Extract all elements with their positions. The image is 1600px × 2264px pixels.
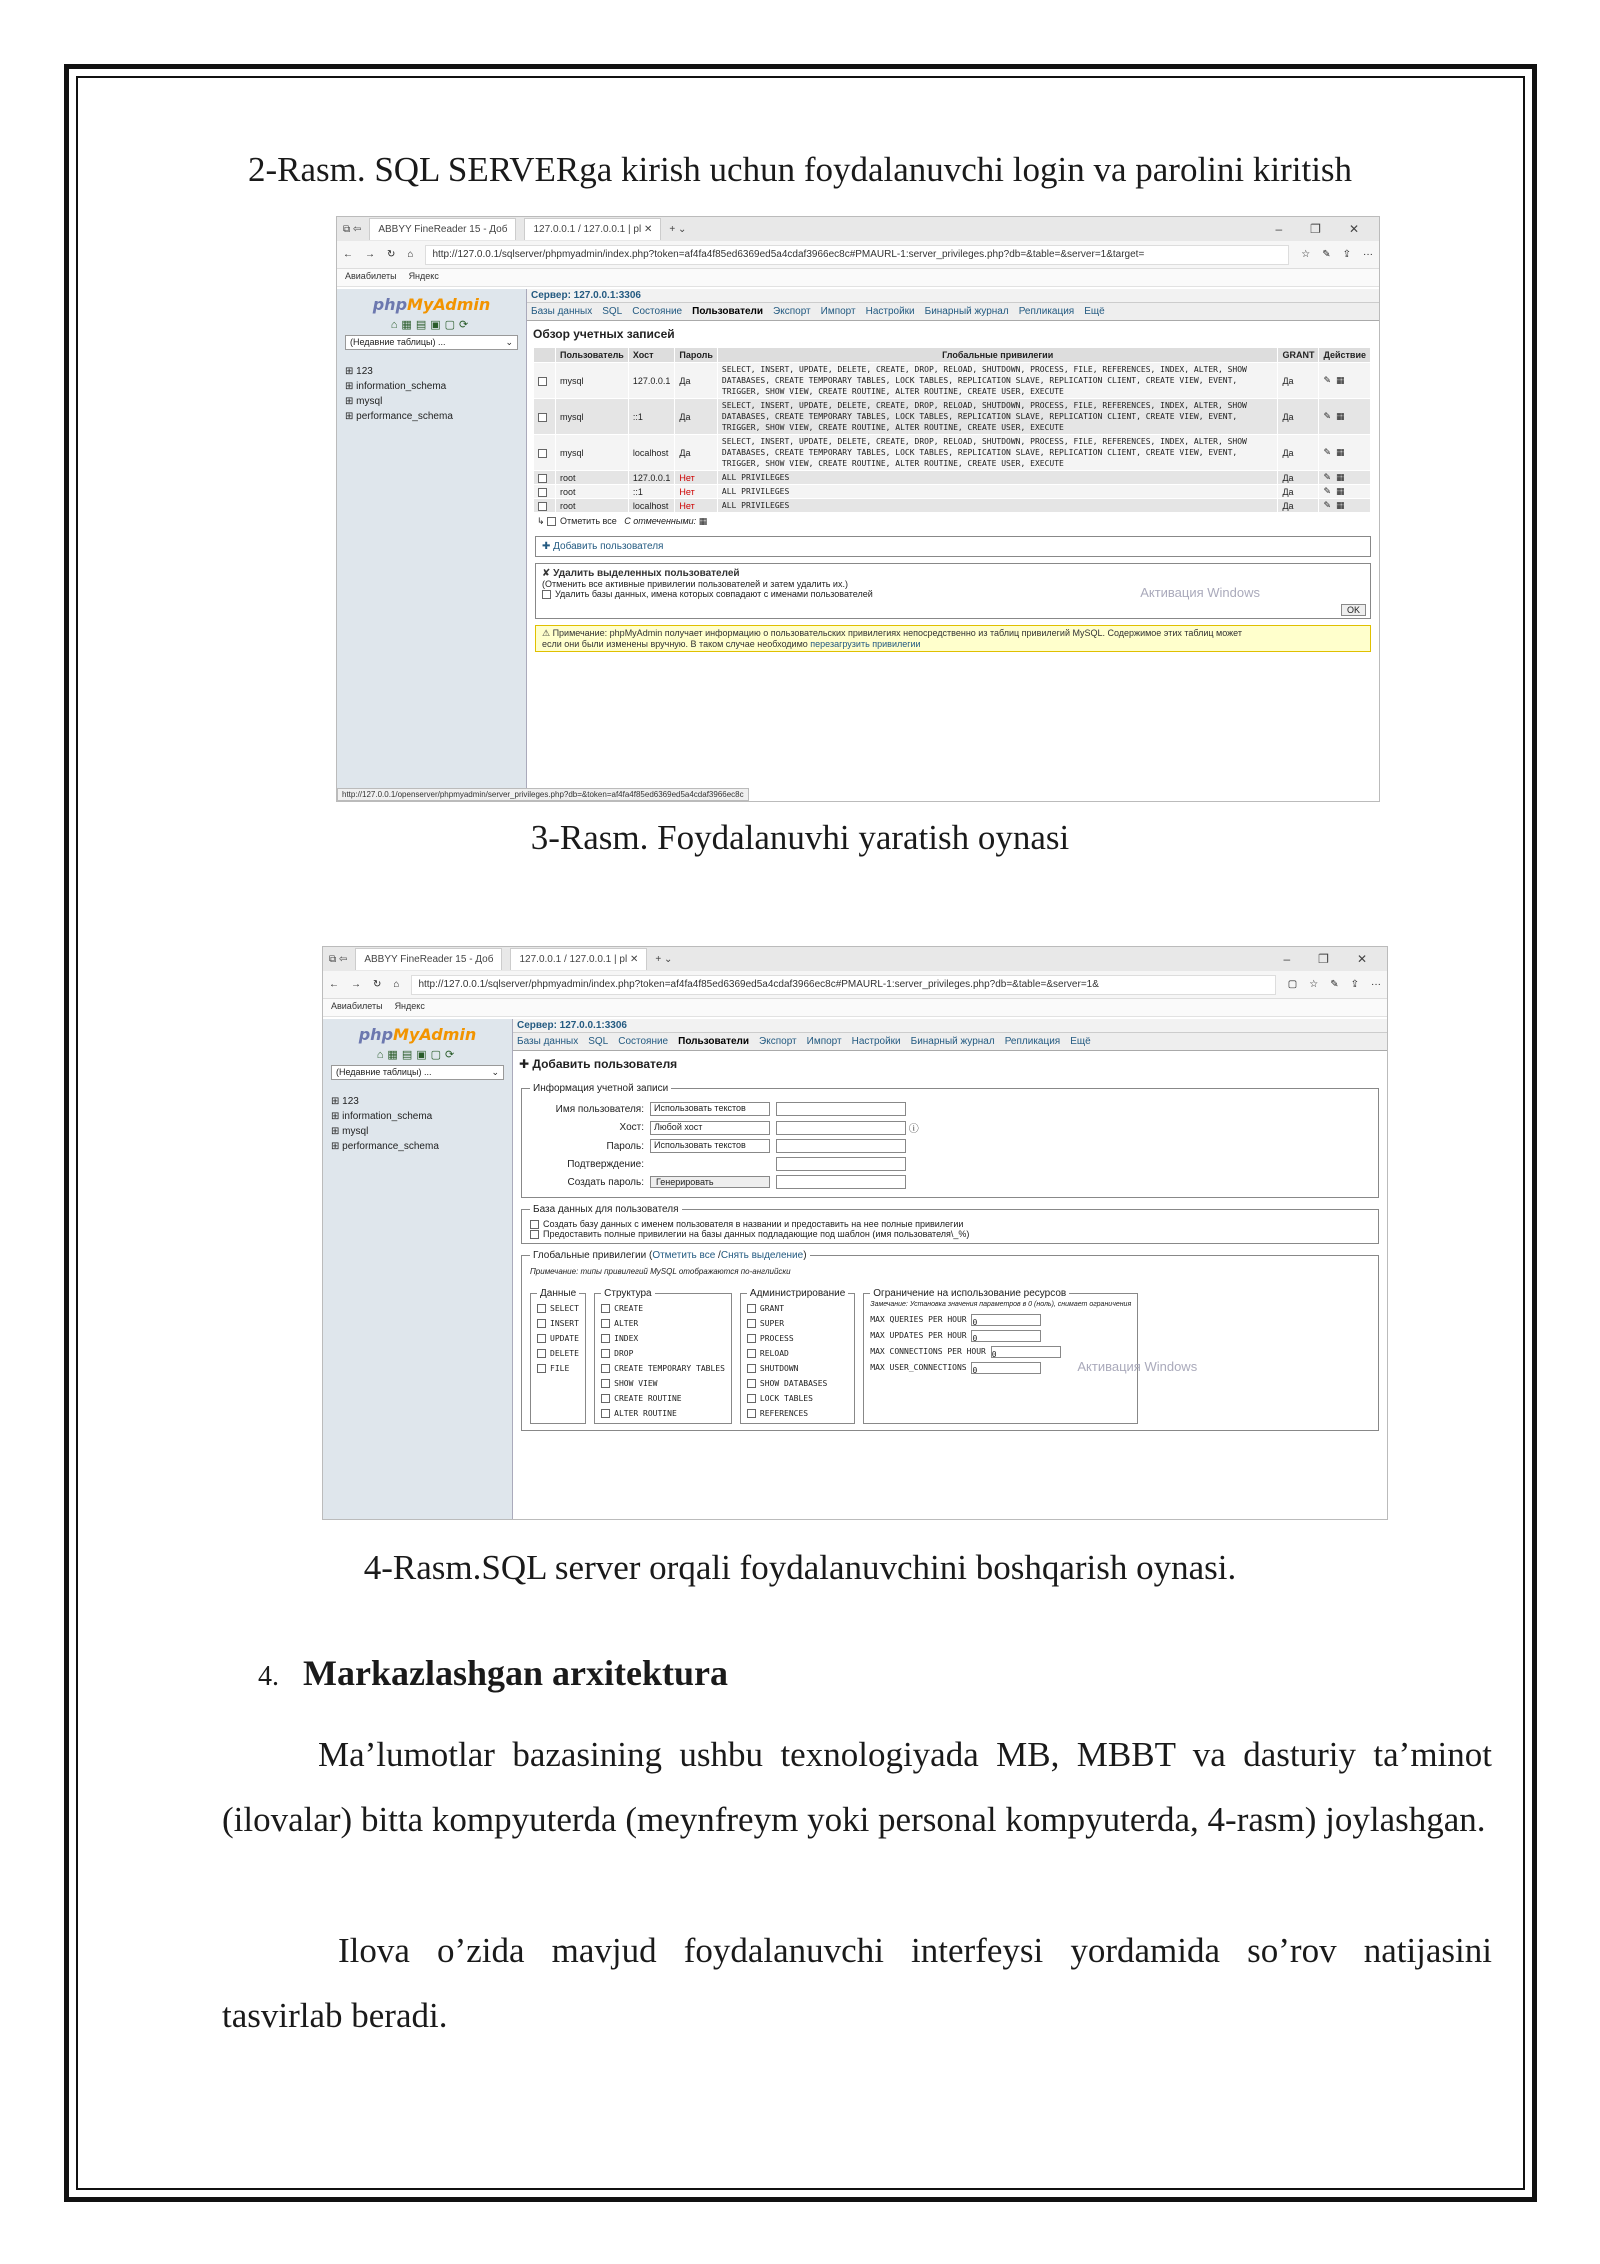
- delete-icon[interactable]: ▦: [698, 516, 708, 526]
- cell-actions: [1319, 471, 1371, 485]
- screenshot-user-accounts: [336, 216, 1380, 802]
- url-field[interactable]: http://127.0.0.1/sqlserver/phpmyadmin/index.php?token=af4fa4f85ed6369ed5a4cdaf3966ec8c#PMAURL-1:server_privileges.php?db=&table=&server=1&: [411, 975, 1275, 995]
- limit-input[interactable]: 0: [971, 1330, 1041, 1342]
- bookmarks-bar: [337, 269, 1379, 287]
- tabs-icon[interactable]: ⧉ ⇦: [343, 223, 362, 235]
- cell-password: Да: [675, 435, 718, 471]
- menu-export[interactable]: Экспорт: [773, 306, 811, 317]
- limit-input[interactable]: 0: [971, 1314, 1041, 1326]
- cell-grant: Да: [1278, 363, 1319, 399]
- limits-note: Замечание: Установка значения параметров в 0 (ноль), снимает ограничения: [870, 1301, 1132, 1309]
- cell-host: 127.0.0.1: [628, 363, 675, 399]
- tab-abbyy[interactable]: ABBYY FineReader 15 - Доб: [369, 218, 516, 240]
- cell-password: Да: [675, 363, 718, 399]
- username-select[interactable]: Использовать текстов: [650, 1102, 770, 1116]
- privilege-checkbox[interactable]: CREATE TEMPORARY TABLES: [601, 1361, 725, 1376]
- cell-grant: Да: [1278, 499, 1319, 513]
- cell-actions: [1319, 435, 1371, 471]
- export-icon[interactable]: ▦: [1336, 472, 1345, 482]
- menu-settings[interactable]: Настройки: [851, 1036, 901, 1047]
- pen-icon[interactable]: ✎: [1330, 979, 1339, 990]
- check-all-checkbox[interactable]: [547, 517, 556, 526]
- cell-grant: Да: [1278, 435, 1319, 471]
- pma-navigation: [323, 1019, 513, 1519]
- col-password: Пароль: [675, 348, 718, 363]
- limit-input[interactable]: 0: [971, 1362, 1041, 1374]
- export-icon[interactable]: ▦: [1336, 411, 1345, 421]
- menu-replication[interactable]: Репликация: [1018, 306, 1075, 317]
- favorites-icon[interactable]: ☆: [1309, 979, 1319, 990]
- host-input[interactable]: [776, 1121, 906, 1135]
- confirm-row: Подтверждение:: [530, 1157, 1370, 1171]
- db-item[interactable]: ⊞ performance_schema: [345, 411, 453, 422]
- col-checkbox: [534, 348, 556, 363]
- chevron-down-icon: ⌄: [491, 1067, 499, 1077]
- section-title: Markazlashgan arxitektura: [303, 1653, 728, 1693]
- cell-host: 127.0.0.1: [628, 471, 675, 485]
- privilege-checkbox[interactable]: SHOW DATABASES: [747, 1376, 848, 1391]
- menu-users[interactable]: Пользователи: [678, 1036, 750, 1047]
- tab-abbyy[interactable]: ABBYY FineReader 15 - Доб: [355, 948, 502, 970]
- menu-databases[interactable]: Базы данных: [531, 306, 593, 317]
- privilege-checkbox[interactable]: SUPER: [747, 1316, 848, 1331]
- limit-row: MAX CONNECTIONS PER HOUR 0: [870, 1344, 1131, 1360]
- global-privileges-fieldset: [521, 1250, 1379, 1431]
- cell-user: root: [556, 485, 629, 499]
- export-icon[interactable]: ▦: [1336, 500, 1345, 510]
- username-row: Имя пользователя: Использовать текстов: [530, 1102, 1370, 1116]
- menu-status[interactable]: Состояние: [632, 306, 683, 317]
- bookmark-yandex[interactable]: Яндекс: [408, 271, 439, 281]
- cell-grant: Да: [1278, 485, 1319, 499]
- reading-view-icon[interactable]: ▢: [1287, 979, 1298, 990]
- reload-privileges-link[interactable]: перезагрузить привилегии: [810, 639, 921, 649]
- table-row: [534, 471, 1371, 485]
- menu-settings[interactable]: Настройки: [865, 306, 915, 317]
- phpmyadmin-logo: phpMyAdmin: [358, 1025, 477, 1044]
- table-row: [534, 363, 1371, 399]
- delete-users-title: ✘ Удалить выделенных пользователей: [542, 568, 740, 579]
- db-item[interactable]: ⊞ 123: [331, 1096, 359, 1107]
- menu-binlog[interactable]: Бинарный журнал: [910, 1036, 995, 1047]
- cell-password: Нет: [675, 485, 718, 499]
- more-icon[interactable]: ···: [1363, 249, 1373, 260]
- tab-localhost[interactable]: 127.0.0.1 / 127.0.0.1 | pl ✕: [510, 948, 647, 970]
- privilege-checkbox[interactable]: REFERENCES: [747, 1406, 848, 1421]
- page-title: ✚ Добавить пользователя: [519, 1057, 678, 1071]
- cell-host: ::1: [628, 399, 675, 435]
- pma-menu: [527, 303, 1379, 321]
- browser-tabbar: [337, 217, 1379, 241]
- db-item[interactable]: ⊞ performance_schema: [331, 1141, 439, 1152]
- privilege-checkbox[interactable]: FILE: [537, 1361, 579, 1376]
- cell-host: localhost: [628, 435, 675, 471]
- section-heading: [258, 1652, 728, 1694]
- with-selected-label: С отмеченными:: [624, 516, 697, 526]
- menu-export[interactable]: Экспорт: [759, 1036, 797, 1047]
- export-icon[interactable]: ▦: [1336, 447, 1345, 457]
- structure-privileges: Структура CREATE ALTER INDEX DROP CREATE TEMPORARY TABLES SHOW VIEW CREATE ROUTINE ALTER ROUTINE: [594, 1288, 732, 1424]
- close-icon[interactable]: ✕: [1348, 222, 1359, 236]
- resource-limits: Ограничение на использование ресурсов Замечание: Установка значения параметров в 0 (ноль), снимает ограничения MAX QUERIES PER HOUR 0 MAX UPDATES PER HOUR 0 MAX CONNECTIONS PER HOUR 0 MAX USER_CONNECTIONS 0 Активация Windows: [863, 1288, 1138, 1424]
- bookmark-aviabilety[interactable]: Авиабилеты: [331, 1001, 383, 1011]
- user-accounts-table: [533, 347, 1371, 513]
- back-icon[interactable]: ←: [343, 249, 353, 260]
- export-icon[interactable]: ▦: [1336, 375, 1345, 385]
- forward-icon[interactable]: →: [365, 249, 375, 260]
- figure-4-caption: 4-Rasm.SQL server orqali foydalanuvchini boshqarish oynasi.: [363, 1548, 1237, 1587]
- more-icon[interactable]: ···: [1371, 979, 1381, 990]
- edit-icon[interactable]: ✎: [1323, 486, 1331, 496]
- username-input[interactable]: [776, 1102, 906, 1116]
- paragraph-2: Ilova o’zida mavjud foydalanuvchi interfeysi yordamida so’rov natijasini tasvirlab beradi.: [222, 1931, 1492, 2035]
- menu-more[interactable]: Ещё: [1070, 1036, 1091, 1047]
- cell-user: mysql: [556, 363, 629, 399]
- grant-wildcard-option[interactable]: Предоставить полные привилегии на базы данных подладающие под шаблон (имя пользователя\_%): [530, 1229, 1370, 1239]
- menu-databases[interactable]: Базы данных: [517, 1036, 579, 1047]
- menu-sql[interactable]: SQL: [588, 1036, 609, 1047]
- data-privileges: Данные SELECT INSERT UPDATE DELETE FILE: [530, 1288, 586, 1424]
- figure-3-caption: 3-Rasm. Foydalanuvhi yaratish oynasi: [530, 818, 1070, 857]
- new-tab-icon[interactable]: + ⌄: [669, 223, 687, 235]
- maximize-icon[interactable]: ❐: [1310, 222, 1321, 236]
- section-number: 4.: [258, 1661, 279, 1692]
- maximize-icon[interactable]: ❐: [1318, 952, 1329, 966]
- privilege-checkbox[interactable]: RELOAD: [747, 1346, 848, 1361]
- db-item[interactable]: ⊞ mysql: [331, 1126, 369, 1137]
- address-bar: [337, 241, 1379, 269]
- figure-2-caption: 2-Rasm. SQL SERVERga kirish uchun foydalanuvchi login va parolini kiritish: [247, 150, 1353, 189]
- pen-icon[interactable]: ✎: [1322, 249, 1331, 260]
- edit-icon[interactable]: ✎: [1323, 500, 1331, 510]
- global-privileges-legend: Глобальные привилегии (Отметить все /Снять выделение): [533, 1250, 807, 1262]
- cell-actions: [1319, 499, 1371, 513]
- add-user-label: Добавить пользователя: [553, 541, 664, 552]
- pma-main: [513, 1019, 1387, 1519]
- server-breadcrumb[interactable]: Сервер: 127.0.0.1:3306: [513, 1019, 1387, 1033]
- privilege-checkbox[interactable]: CREATE ROUTINE: [601, 1391, 725, 1406]
- minimize-icon[interactable]: –: [1283, 952, 1291, 966]
- generate-row: Создать пароль: Генерировать: [530, 1175, 1370, 1189]
- favorites-icon[interactable]: ☆: [1301, 249, 1311, 260]
- recent-tables-select[interactable]: (Недавние таблицы) ... ⌄: [331, 1065, 504, 1080]
- menu-import[interactable]: Импорт: [806, 1036, 842, 1047]
- new-tab-icon[interactable]: + ⌄: [655, 953, 673, 965]
- cell-user: mysql: [556, 399, 629, 435]
- cell-privileges: SELECT, INSERT, UPDATE, DELETE, CREATE, DROP, RELOAD, SHUTDOWN, PROCESS, FILE, REFERENCES, INDEX, ALTER, SHOW DATABASES, CREATE TEMPORARY TABLES, LOCK TABLES, REPLICATION SLAVE, REPLICATION CLIENT, CREATE VIEW, EVENT, TRIGGER, SHOW VIEW, CREATE ROUTINE, ALTER ROUTINE, CREATE USER, EXECUTE: [717, 435, 1278, 471]
- close-icon[interactable]: ✕: [1356, 952, 1367, 966]
- home-icon[interactable]: ⌂: [407, 249, 414, 260]
- home-icon[interactable]: ⌂: [393, 979, 400, 990]
- privilege-checkbox[interactable]: ALTER ROUTINE: [601, 1406, 725, 1421]
- privilege-checkbox[interactable]: UPDATE: [537, 1331, 579, 1346]
- col-action: Действие: [1319, 348, 1371, 363]
- nav-icons[interactable]: ⌂▦▤▣▢⟳: [376, 1049, 459, 1061]
- minimize-icon[interactable]: –: [1275, 222, 1283, 236]
- forward-icon[interactable]: →: [351, 979, 361, 990]
- host-row: Хост: Любой хост ⓘ: [619, 1121, 919, 1135]
- add-user-link[interactable]: ✚ Добавить пользователя: [535, 536, 1371, 557]
- cell-privileges: ALL PRIVILEGES: [717, 485, 1278, 499]
- cell-user: mysql: [556, 435, 629, 471]
- cell-user: root: [556, 471, 629, 485]
- phpmyadmin-window: [337, 289, 1379, 801]
- user-db-legend: База данных для пользователя: [533, 1204, 679, 1215]
- cell-actions: [1319, 363, 1371, 399]
- edit-icon[interactable]: ✎: [1323, 375, 1331, 385]
- confirm-input[interactable]: [776, 1157, 906, 1171]
- privilege-checkbox[interactable]: SELECT: [537, 1301, 579, 1316]
- col-user: Пользователь: [556, 348, 629, 363]
- account-info-fieldset: [521, 1083, 1379, 1198]
- refresh-icon[interactable]: ↻: [373, 979, 382, 990]
- phpmyadmin-window: [323, 1019, 1387, 1519]
- pma-menu: [513, 1033, 1387, 1051]
- delete-users-note: (Отменить все активные привилегии пользователей и затем удалить их.): [542, 579, 848, 589]
- delete-dbs-option[interactable]: Удалить базы данных, имена которых совпадают с именами пользователей: [542, 589, 1364, 599]
- check-all-link[interactable]: Отметить все: [652, 1250, 716, 1262]
- browser-tabbar: [323, 947, 1387, 971]
- privilege-checkbox[interactable]: DROP: [601, 1346, 725, 1361]
- page-title: Обзор учетных записей: [533, 327, 675, 341]
- menu-more[interactable]: Ещё: [1084, 306, 1105, 317]
- url-field[interactable]: http://127.0.0.1/sqlserver/phpmyadmin/index.php?token=af4fa4f85ed6369ed5a4cdaf3966ec8c#PMAURL-1:server_privileges.php?db=&table=&server=1&target=: [425, 245, 1289, 265]
- cell-privileges: ALL PRIVILEGES: [717, 499, 1278, 513]
- row-checkbox[interactable]: [534, 499, 556, 513]
- chevron-down-icon: ⌄: [505, 337, 513, 347]
- password-row: Пароль: Использовать текстов: [530, 1139, 1370, 1153]
- privilege-checkbox[interactable]: GRANT: [747, 1301, 848, 1316]
- refresh-icon[interactable]: ↻: [387, 249, 396, 260]
- privilege-checkbox[interactable]: CREATE: [601, 1301, 725, 1316]
- check-all-label[interactable]: Отметить все: [560, 516, 617, 526]
- limit-row: MAX QUERIES PER HOUR 0: [870, 1312, 1131, 1328]
- global-privileges-note: Примечание: типы привилегий MySQL отображаются по-английски: [530, 1267, 791, 1277]
- row-checkbox[interactable]: [534, 363, 556, 399]
- cell-privileges: SELECT, INSERT, UPDATE, DELETE, CREATE, DROP, RELOAD, SHUTDOWN, PROCESS, FILE, REFERENCES, INDEX, ALTER, SHOW DATABASES, CREATE TEMPORARY TABLES, LOCK TABLES, REPLICATION SLAVE, REPLICATION CLIENT, CREATE VIEW, EVENT, TRIGGER, SHOW VIEW, CREATE ROUTINE, ALTER ROUTINE, CREATE USER, EXECUTE: [717, 363, 1278, 399]
- password-input[interactable]: [776, 1139, 906, 1153]
- paragraph-1: Ma’lumotlar bazasining ushbu texnologiyada MB, MBBT va dasturiy ta’minot (ilovalar) bitta kompyuterda (meynfreym yoki personal kompyuterda, 4-rasm) joylashgan.: [222, 1735, 1492, 1839]
- row-checkbox[interactable]: [534, 471, 556, 485]
- generated-password[interactable]: [776, 1175, 906, 1189]
- tab-localhost-label: 127.0.0.1 / 127.0.0.1 | pl: [519, 954, 628, 965]
- cell-privileges: SELECT, INSERT, UPDATE, DELETE, CREATE, DROP, RELOAD, SHUTDOWN, PROCESS, FILE, REFERENCES, INDEX, ALTER, SHOW DATABASES, CREATE TEMPORARY TABLES, LOCK TABLES, REPLICATION SLAVE, REPLICATION CLIENT, CREATE VIEW, EVENT, TRIGGER, SHOW VIEW, CREATE ROUTINE, ALTER ROUTINE, CREATE USER, EXECUTE: [717, 399, 1278, 435]
- cell-password: Нет: [675, 499, 718, 513]
- cell-actions: [1319, 399, 1371, 435]
- limit-row: MAX UPDATES PER HOUR 0: [870, 1328, 1131, 1344]
- table-row: [534, 399, 1371, 435]
- admin-privileges: Администрирование GRANT SUPER PROCESS RELOAD SHUTDOWN SHOW DATABASES LOCK TABLES REFERENCES: [740, 1288, 855, 1424]
- privileges-note: ⚠ Примечание: phpMyAdmin получает информацию о пользовательских привилегиях непосредственно из таблиц привилегий MySQL. Содержимое этих таблиц может если они были изменены вручную. В таком случае необходимо перезагрузить привилегии: [535, 625, 1371, 652]
- privilege-groups: [530, 1286, 1370, 1426]
- menu-sql[interactable]: SQL: [602, 306, 623, 317]
- check-all-row: ↳ Отметить все С отмеченными: ▦: [537, 516, 708, 526]
- menu-import[interactable]: Импорт: [820, 306, 856, 317]
- cell-grant: Да: [1278, 471, 1319, 485]
- col-global-priv: Глобальные привилегии: [717, 348, 1278, 363]
- back-icon[interactable]: ←: [329, 979, 339, 990]
- privilege-checkbox[interactable]: PROCESS: [747, 1331, 848, 1346]
- delete-users-fieldset: [535, 563, 1371, 619]
- ok-button[interactable]: OK: [1341, 604, 1366, 616]
- limit-row: MAX USER_CONNECTIONS 0: [870, 1360, 1131, 1376]
- cell-user: root: [556, 499, 629, 513]
- recent-tables-select[interactable]: (Недавние таблицы) ... ⌄: [345, 335, 518, 350]
- bookmarks-bar: [323, 999, 1387, 1017]
- bookmark-aviabilety[interactable]: Авиабилеты: [345, 271, 397, 281]
- privilege-checkbox[interactable]: SHUTDOWN: [747, 1361, 848, 1376]
- export-icon[interactable]: ▦: [1336, 486, 1345, 496]
- nav-icons[interactable]: ⌂▦▤▣▢⟳: [390, 319, 473, 331]
- edit-icon[interactable]: ✎: [1323, 472, 1331, 482]
- share-icon[interactable]: ⇪: [1342, 249, 1351, 260]
- user-db-fieldset: [521, 1204, 1379, 1244]
- bookmark-yandex[interactable]: Яндекс: [394, 1001, 425, 1011]
- tab-localhost[interactable]: 127.0.0.1 / 127.0.0.1 | pl ✕: [524, 218, 661, 240]
- windows-watermark: Активация Windows: [1140, 585, 1260, 600]
- cell-grant: Да: [1278, 399, 1319, 435]
- edit-icon[interactable]: ✎: [1323, 447, 1331, 457]
- table-row: [534, 499, 1371, 513]
- privilege-checkbox[interactable]: INDEX: [601, 1331, 725, 1346]
- menu-status[interactable]: Состояние: [618, 1036, 669, 1047]
- screenshot-add-user: [322, 946, 1388, 1520]
- pma-main: [527, 289, 1379, 801]
- cell-host: ::1: [628, 485, 675, 499]
- row-checkbox[interactable]: [534, 485, 556, 499]
- cell-privileges: ALL PRIVILEGES: [717, 471, 1278, 485]
- tabs-icon[interactable]: ⧉ ⇦: [329, 953, 348, 965]
- account-info-legend: Информация учетной записи: [533, 1083, 669, 1094]
- col-grant: GRANT: [1278, 348, 1319, 363]
- db-item[interactable]: ⊞ mysql: [345, 396, 383, 407]
- table-row: [534, 485, 1371, 499]
- menu-users[interactable]: Пользователи: [692, 306, 764, 317]
- row-checkbox[interactable]: [534, 435, 556, 471]
- cell-actions: [1319, 485, 1371, 499]
- help-icon[interactable]: ⓘ: [908, 1124, 919, 1135]
- password-select[interactable]: Использовать текстов: [650, 1139, 770, 1153]
- windows-watermark: Активация Windows: [1077, 1359, 1198, 1375]
- privilege-checkbox[interactable]: ALTER: [601, 1316, 725, 1331]
- host-select[interactable]: Любой хост: [650, 1121, 770, 1135]
- privilege-checkbox[interactable]: DELETE: [537, 1346, 579, 1361]
- address-bar: [323, 971, 1387, 999]
- db-item[interactable]: ⊞ 123: [345, 366, 373, 377]
- col-host: Хост: [628, 348, 675, 363]
- privilege-checkbox[interactable]: LOCK TABLES: [747, 1391, 848, 1406]
- row-checkbox[interactable]: [534, 399, 556, 435]
- uncheck-all-link[interactable]: Снять выделение: [720, 1250, 804, 1262]
- create-db-option[interactable]: Создать базу данных с именем пользователя в названии и предоставить на нее полные привилегии: [530, 1219, 1370, 1229]
- cell-password: Да: [675, 399, 718, 435]
- tab-localhost-label: 127.0.0.1 / 127.0.0.1 | pl: [533, 224, 642, 235]
- phpmyadmin-logo: phpMyAdmin: [372, 295, 491, 314]
- edit-icon[interactable]: ✎: [1323, 411, 1331, 421]
- privilege-checkbox[interactable]: INSERT: [537, 1316, 579, 1331]
- db-item[interactable]: ⊞ information_schema: [331, 1111, 433, 1122]
- cell-password: Нет: [675, 471, 718, 485]
- menu-replication[interactable]: Репликация: [1004, 1036, 1061, 1047]
- limit-input[interactable]: 0: [991, 1346, 1061, 1358]
- generate-button[interactable]: Генерировать: [650, 1176, 770, 1188]
- pma-navigation: [337, 289, 527, 801]
- share-icon[interactable]: ⇪: [1350, 979, 1359, 990]
- menu-binlog[interactable]: Бинарный журнал: [924, 306, 1009, 317]
- cell-host: localhost: [628, 499, 675, 513]
- status-url: http://127.0.0.1/openserver/phpmyadmin/server_privileges.php?db=&token=af4fa4f85ed6369ed5a4cdaf3966ec8c: [337, 788, 749, 801]
- db-item[interactable]: ⊞ information_schema: [345, 381, 447, 392]
- table-row: [534, 435, 1371, 471]
- privilege-checkbox[interactable]: SHOW VIEW: [601, 1376, 725, 1391]
- server-breadcrumb[interactable]: Сервер: 127.0.0.1:3306: [527, 289, 1379, 303]
